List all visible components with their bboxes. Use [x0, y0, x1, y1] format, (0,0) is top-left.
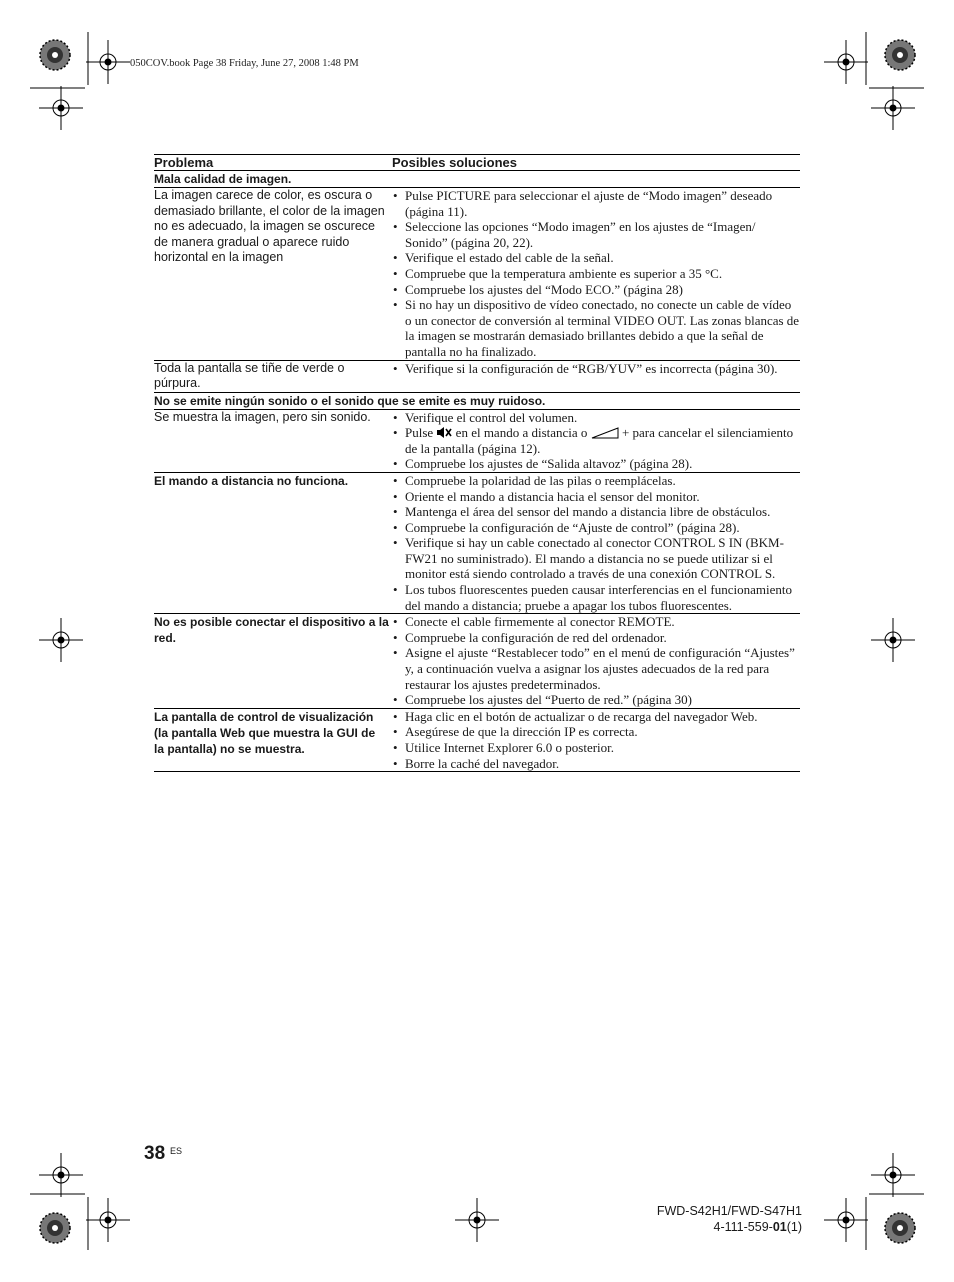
solutions-cell	[392, 472, 800, 613]
solution-item: • Compruebe los ajustes del “Modo ECO.” (página 28)	[392, 282, 800, 298]
document-code-prefix: 4-111-559-	[713, 1220, 773, 1234]
book-header-line: 050COV.book Page 38 Friday, June 27, 2008 1:48 PM	[130, 58, 359, 69]
table-row	[154, 360, 800, 392]
table-row	[154, 708, 800, 771]
symptom-text: Se muestra la imagen, pero sin sonido.	[154, 409, 392, 472]
solution-item: • Asegúrese de que la dirección IP es correcta.	[392, 724, 800, 740]
solution-item: • Seleccione las opciones “Modo imagen” en los ajustes de “Imagen/ Sonido” (página 20, 22).	[392, 219, 800, 250]
solution-item: • Asigne el ajuste “Restablecer todo” en el menú de configuración “Ajustes” y, a continuación vuelva a asignar los ajustes adecuados de la red para restaurar los ajustes predeterminados.	[392, 645, 800, 692]
category-title: El mando a distancia no funciona.	[154, 472, 392, 613]
column-header-solutions: Posibles soluciones	[392, 155, 800, 171]
solutions-cell	[392, 188, 800, 361]
table-row	[154, 472, 800, 613]
solution-list	[392, 188, 800, 360]
solutions-cell	[392, 708, 800, 771]
solution-text-part: + para cancelar el silenciamiento de la pantalla (página 12).	[405, 425, 794, 456]
category-title: La pantalla de control de visualización (la pantalla Web que muestra la GUI de la pantalla) no se muestra.	[154, 708, 392, 771]
document-code-suffix: (1)	[786, 1220, 802, 1234]
model-name: FWD-S42H1/FWD-S47H1	[656, 1204, 802, 1218]
category-row	[154, 392, 800, 409]
solution-list	[392, 473, 800, 613]
table-row	[154, 409, 800, 472]
solution-item: • Verifique si la configuración de “RGB/YUV” es incorrecta (página 30).	[392, 361, 800, 377]
solution-item: • Verifique el control del volumen.	[392, 410, 800, 426]
volume-icon	[591, 427, 619, 439]
table-header-row	[154, 155, 800, 171]
solution-item: • Compruebe los ajustes de “Salida altavoz” (página 28).	[392, 456, 800, 472]
solution-text-part: en el mando a distancia o	[455, 425, 588, 441]
solution-item: • Pulse PICTURE para seleccionar el ajuste de “Modo imagen” deseado (página 11).	[392, 188, 800, 219]
solution-item: • Compruebe que la temperatura ambiente es superior a 35 °C.	[392, 266, 800, 282]
solution-item: • Los tubos fluorescentes pueden causar interferencias en el funcionamiento del mando a distancia; pruebe a apagar los tubos fluorescentes.	[392, 582, 800, 613]
symptom-text: La imagen carece de color, es oscura o demasiado brillante, el color de la imagen no es adecuado, la imagen se oscurece de manera gradual o aparece ruido horizontal en la imagen	[154, 188, 392, 361]
solution-list	[392, 614, 800, 708]
solution-item: • Compruebe la configuración de “Ajuste de control” (página 28).	[392, 520, 800, 536]
solution-item: • Utilice Internet Explorer 6.0 o posterior.	[392, 740, 800, 756]
category-title: No se emite ningún sonido o el sonido que se emite es muy ruidoso.	[154, 392, 800, 409]
troubleshooting-table	[154, 154, 800, 772]
table-row	[154, 614, 800, 709]
solution-item: • Compruebe la configuración de red del ordenador.	[392, 630, 800, 646]
category-row	[154, 171, 800, 188]
solution-item: • Haga clic en el botón de actualizar o de recarga del navegador Web.	[392, 709, 800, 725]
model-info	[657, 1203, 802, 1235]
muting-icon	[436, 426, 452, 439]
page-language-code: ES	[170, 1146, 183, 1156]
solution-item: • Verifique el estado del cable de la señal.	[392, 250, 800, 266]
solutions-cell	[392, 614, 800, 709]
solution-list	[392, 361, 800, 377]
page-number: 38	[144, 1143, 166, 1164]
solution-item	[392, 425, 800, 456]
solutions-cell	[392, 360, 800, 392]
solution-item: • Verifique si hay un cable conectado al conector CONTROL S IN (BKM-FW21 no suministrado). El mando a distancia no se puede utilizar si el monitor está siendo controlado a través de una conexión CONTROL S.	[392, 535, 800, 582]
solution-item: • Compruebe los ajustes del “Puerto de red.” (página 30)	[392, 692, 800, 708]
table-row	[154, 188, 800, 361]
solution-item: • Borre la caché del navegador.	[392, 756, 800, 772]
solution-item: • Oriente el mando a distancia hacia el sensor del monitor.	[392, 489, 800, 505]
solutions-cell	[392, 409, 800, 472]
document-code	[657, 1219, 802, 1235]
column-header-problem: Problema	[154, 155, 392, 171]
solution-item: • Conecte el cable firmemente al conector REMOTE.	[392, 614, 800, 630]
category-title: No es posible conectar el dispositivo a la red.	[154, 614, 392, 709]
solution-text-part: Pulse	[405, 425, 434, 441]
solution-list	[392, 709, 800, 771]
document-code-version: 01	[772, 1220, 787, 1234]
solution-list	[392, 410, 800, 472]
solution-item: • Mantenga el área del sensor del mando a distancia libre de obstáculos.	[392, 504, 800, 520]
solution-item: • Compruebe la polaridad de las pilas o reemplácelas.	[392, 473, 800, 489]
solution-item: • Si no hay un dispositivo de vídeo conectado, no conecte un cable de vídeo o un conector de conversión al terminal VIDEO OUT. Las zonas blancas de la imagen se mostrarán demasiado brillantes debido a que la señal de pantalla no ha finalizado.	[392, 297, 800, 359]
category-title: Mala calidad de imagen.	[154, 171, 800, 188]
symptom-text: Toda la pantalla se tiñe de verde o púrpura.	[154, 360, 392, 392]
